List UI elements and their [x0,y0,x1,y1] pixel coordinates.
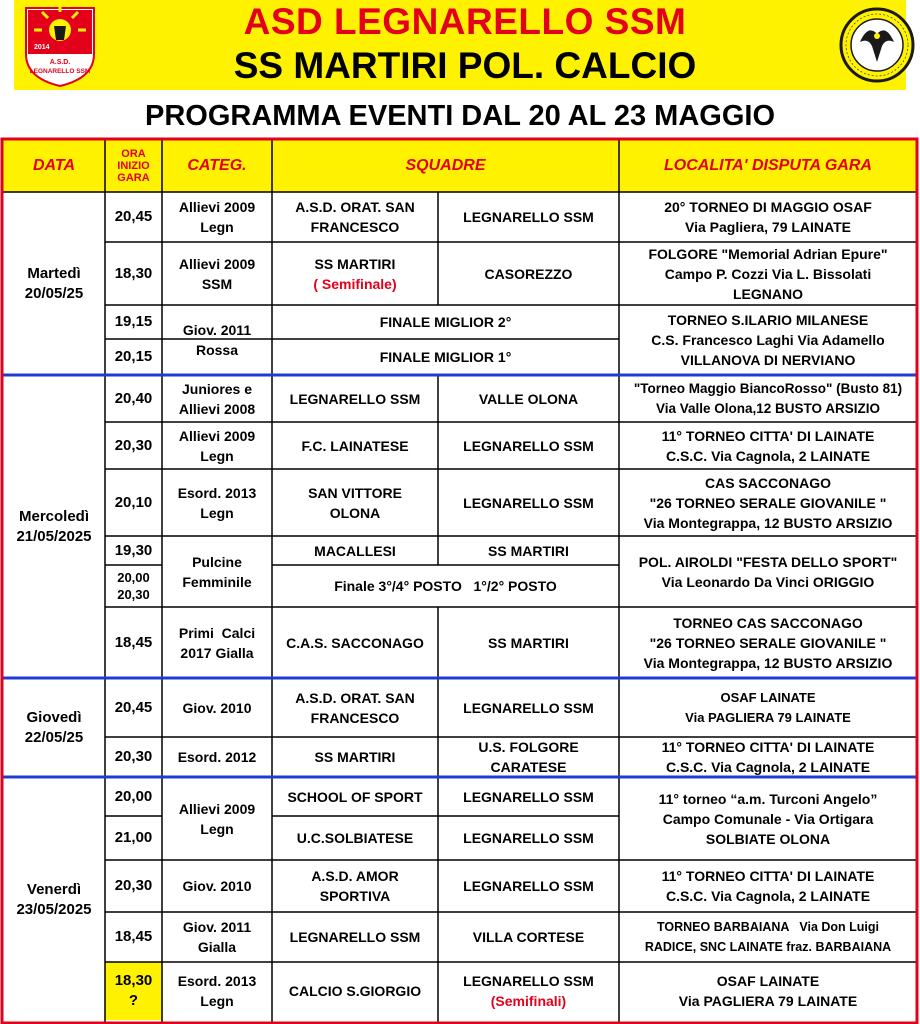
day-mercoledi [3,375,105,678]
time-cell-highlighted [105,962,162,1020]
category-line: Rossa [195,342,239,358]
page-title-line2: SS MARTIRI POL. CALCIO [233,45,697,86]
time-cell: 21,00 [114,829,153,846]
location-line: C.S.C. Via Cagnola, 2 LAINATE [665,888,871,904]
location-line: FOLGORE "Memorial Adrian Epure" [648,245,888,262]
category-cell [162,962,272,1020]
category-cell: Giov. 2010 [182,878,252,894]
home-team-cell [272,242,438,305]
away-team-cell [438,737,619,777]
home-team-cell: LEGNARELLO SSM [289,390,421,407]
team-line: FRANCESCO [310,709,400,726]
location-line: "Torneo Maggio BiancoRosso" (Busto 81) [633,380,903,396]
location-cell [619,469,917,536]
location-cell [619,912,917,962]
location-line: 20° TORNEO DI MAGGIO OSAF [664,199,872,215]
home-team-cell: C.A.S. SACCONAGO [286,634,424,651]
time-line: 18,30 [114,972,153,989]
location-cell [619,536,917,607]
location-line: SOLBIATE OLONA [705,830,831,847]
category-line: Gialla [197,939,237,955]
time-cell: 18,45 [114,633,153,651]
day-date: 20/05/25 [24,284,84,302]
semifinal-note: (Semifinali) [490,993,567,1009]
location-line: "26 TORNEO SERALE GIOVANILE " [649,494,887,511]
location-cell [619,678,917,737]
team-line: SPORTIVA [319,888,391,904]
team-line: A.S.D. ORAT. SAN [295,199,415,215]
away-team-cell: LEGNARELLO SSM [463,878,594,894]
location-line: TORNEO CAS SACCONAGO [673,614,863,631]
home-team-cell: SCHOOL OF SPORT [287,788,423,805]
time-cell: 20,45 [114,698,153,716]
home-team-cell [272,192,438,242]
away-team-cell: VILLA CORTESE [472,929,585,945]
home-team-cell [272,469,438,536]
day-name: Venerdì [26,880,82,898]
time-cell: 18,45 [114,928,153,945]
location-line: Via Pagliera, 79 LAINATE [685,219,851,235]
category-cell [162,912,272,962]
location-line: 11° TORNEO CITTA' DI LAINATE [661,739,875,755]
home-team-cell [272,678,438,737]
match-cell: FINALE MIGLIOR 2° [379,314,512,330]
location-line: TORNEO BARBAIANA Via Don Luigi [657,920,879,934]
category-cell: Esord. 2012 [177,749,257,765]
location-line: OSAF LAINATE [720,689,816,705]
location-line: 11° TORNEO CITTA' DI LAINATE [661,868,875,884]
away-team-cell: LEGNARELLO SSM [463,209,594,225]
column-header-localita: LOCALITA' DISPUTA GARA [664,157,872,174]
time-cell: 19,15 [114,313,153,330]
location-cell [619,305,917,375]
day-date: 22/05/25 [24,728,84,746]
time-cell: 20,30 [114,877,153,894]
home-team-cell: CALCIO S.GIORGIO [288,983,422,999]
away-team-cell: SS MARTIRI [488,634,569,651]
away-team-cell [438,962,619,1020]
day-giovedi [3,678,105,777]
category-cell [162,242,272,305]
logo-name2: LEGNARELLO SSM [29,68,91,75]
away-team-cell: SS MARTIRI [488,542,569,559]
category-line: Pulcine [192,553,242,570]
team-line: A.S.D. ORAT. SAN [295,689,415,706]
category-cell [162,305,272,375]
location-line: TORNEO S.ILARIO MILANESE [667,312,869,328]
time-cell: 19,30 [114,541,153,559]
location-cell [619,777,917,860]
time-cell: 20,30 [114,436,153,454]
location-line: POL. AIROLDI "FESTA DELLO SPORT" [638,553,898,570]
column-header-squadre: SQUADRE [405,157,486,174]
column-header-data: DATA [32,157,76,174]
day-martedi [3,192,105,375]
home-team-cell: LEGNARELLO SSM [289,929,421,945]
category-line: Legn [200,993,234,1009]
location-cell [619,737,917,777]
team-line: OLONA [329,504,381,521]
location-cell [619,242,917,305]
category-line: Allievi 2009 [178,199,256,215]
team-line: FRANCESCO [310,219,400,235]
location-cell [619,860,917,912]
location-line: OSAF LAINATE [716,973,820,989]
home-team-cell: F.C. LAINATESE [301,437,409,454]
category-cell [162,422,272,469]
day-venerdi [3,777,105,1022]
category-line: Primi Calci [178,624,256,641]
time-cell: 20,45 [114,208,153,225]
location-cell [619,192,917,242]
location-line: Via Valle Olona,12 BUSTO ARSIZIO [655,400,881,416]
category-line: Juniores e [181,380,253,397]
time-cell [105,565,162,607]
day-name: Mercoledì [18,507,90,525]
team-line: U.S. FOLGORE [478,739,579,755]
location-line: Via PAGLIERA 79 LAINATE [678,993,858,1009]
time-cell: 20,15 [114,348,153,365]
team-line: CARATESE [490,759,567,775]
home-team-cell: SS MARTIRI [314,749,396,765]
page-title-line1: ASD LEGNARELLO SSM [243,1,687,42]
time-cell: 20,40 [114,389,153,407]
category-line: Allievi 2009 [178,427,256,444]
team-line: LEGNARELLO SSM [463,973,594,989]
location-line: RADICE, SNC LAINATE fraz. BARBAIANA [644,940,892,954]
team-line: A.S.D. AMOR [311,868,399,884]
category-line: Allievi 2009 [178,800,256,817]
away-team-cell: LEGNARELLO SSM [463,788,594,805]
away-team-cell: VALLE OLONA [478,390,579,407]
location-line: "26 TORNEO SERALE GIOVANILE " [649,634,887,651]
category-line: Legn [200,219,234,235]
team-line: SAN VITTORE [308,484,402,501]
ora-header-line1: ORA [121,148,146,160]
away-team-cell: LEGNARELLO SSM [463,494,594,511]
time-cell: 18,30 [114,264,153,282]
category-line: Giov. 2011 [182,322,252,338]
category-cell [162,469,272,536]
column-header-categ: CATEG. [187,157,247,174]
category-cell [162,777,272,860]
semifinal-note: ( Semifinale) [313,275,397,292]
location-cell [619,962,917,1020]
logo-name1: A.S.D. [49,59,71,66]
category-line: Allievi 2008 [178,400,256,417]
location-line: VILLANOVA DI NERVIANO [680,352,856,368]
category-line: 2017 Gialla [180,644,254,661]
category-line: Legn [200,447,234,464]
day-name: Martedì [27,264,81,282]
location-cell [619,607,917,678]
category-cell [162,607,272,678]
time-cell: 20,10 [114,493,153,511]
location-cell [619,375,917,422]
location-line: Via PAGLIERA 79 LAINATE [685,709,851,725]
time-line: 20,30 [117,587,150,602]
column-header-ora [105,140,162,192]
time-uncertain-mark: ? [128,992,139,1009]
location-line: CAS SACCONAGO [704,474,831,491]
page-subtitle: PROGRAMMA EVENTI DAL 20 AL 23 MAGGIO [144,100,776,132]
location-line: 11° torneo “a.m. Turconi Angelo” [658,790,878,807]
away-team-cell: CASOREZZO [484,265,573,282]
ora-header-line2: INIZIO [117,160,150,172]
category-cell [162,536,272,607]
time-cell: 20,00 [114,787,153,805]
location-line: Via Montegrappa, 12 BUSTO ARSIZIO [643,654,893,671]
away-team-cell: LEGNARELLO SSM [463,699,594,716]
category-line: Giov. 2011 [182,919,252,935]
category-line: Legn [200,504,234,521]
day-date: 21/05/2025 [16,527,92,545]
home-team-cell: U.C.SOLBIATESE [296,830,414,846]
category-line: Legn [200,820,234,837]
time-line: 20,00 [117,570,150,585]
day-date: 23/05/2025 [16,900,92,918]
team-line: SS MARTIRI [314,255,396,272]
away-team-cell: LEGNARELLO SSM [463,437,594,454]
location-cell [619,422,917,469]
home-team-cell: MACALLESI [314,542,396,559]
away-team-cell: LEGNARELLO SSM [463,830,594,846]
match-cell: Finale 3°/4° POSTO 1°/2° POSTO [334,578,557,594]
location-line: Via Leonardo Da Vinci ORIGGIO [661,573,875,590]
day-name: Giovedì [26,708,82,726]
match-cell: FINALE MIGLIOR 1° [379,349,512,365]
location-line: 11° TORNEO CITTA' DI LAINATE [661,427,875,444]
time-cell: 20,30 [114,748,153,765]
location-line: C.S. Francesco Laghi Via Adamello [651,332,885,348]
location-line: C.S.C. Via Cagnola, 2 LAINATE [665,759,871,775]
location-line: Via Montegrappa, 12 BUSTO ARSIZIO [643,514,893,531]
location-line: Campo Comunale - Via Ortigara [662,810,874,827]
category-cell [162,375,272,422]
category-line: Esord. 2013 [177,484,257,501]
ora-header-line3: GARA [117,172,150,184]
category-line: Femminile [182,573,252,590]
location-line: Campo P. Cozzi Via L. Bissolati [664,265,872,282]
location-line: LEGNANO [733,285,803,302]
category-line: SSM [201,275,233,292]
home-team-cell [272,860,438,912]
category-cell [162,192,272,242]
location-line: C.S.C. Via Cagnola, 2 LAINATE [665,447,871,464]
logo-year: 2014 [34,44,50,51]
category-line: Esord. 2013 [177,973,257,989]
category-line: Allievi 2009 [178,255,256,272]
category-cell: Giov. 2010 [182,699,252,716]
